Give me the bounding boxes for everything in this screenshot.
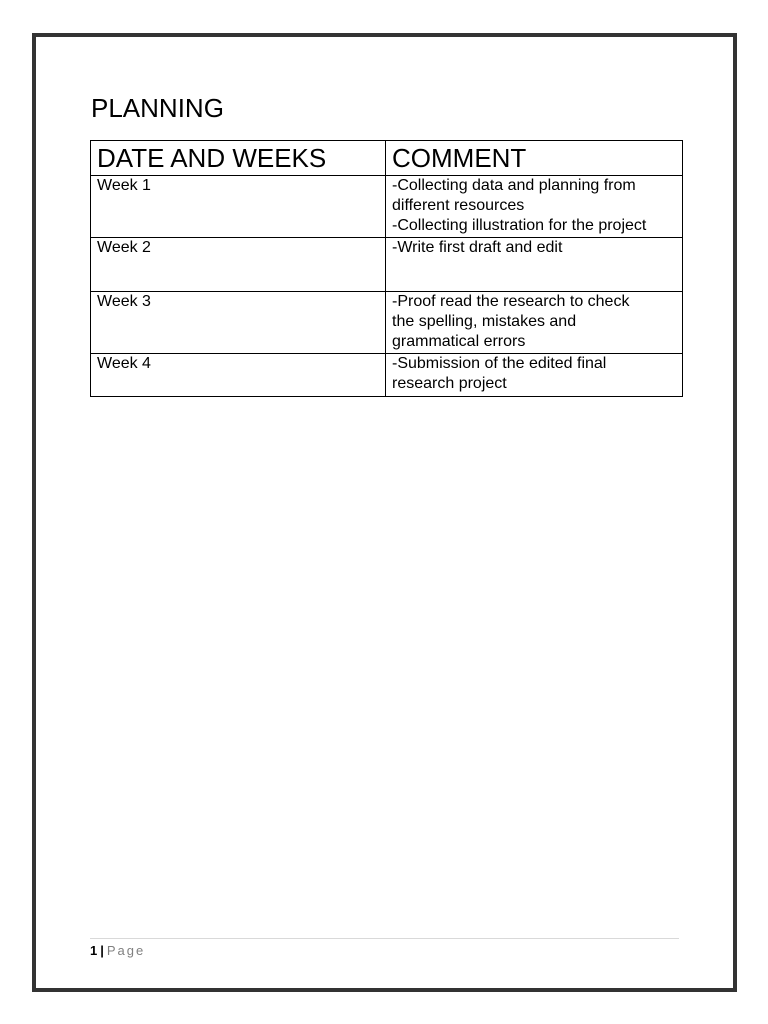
- column-header-date-and-weeks: DATE AND WEEKS: [91, 141, 386, 176]
- page-label: Page: [106, 943, 146, 958]
- comment-line: grammatical errors: [392, 333, 526, 350]
- comment-line: different resources: [392, 197, 525, 214]
- comment-line: -Submission of the edited final: [392, 355, 607, 372]
- week-cell: Week 4: [91, 354, 386, 397]
- week-cell: Week 1: [91, 176, 386, 238]
- table-row: [91, 292, 683, 354]
- comment-line: -Proof read the research to check: [392, 293, 630, 310]
- planning-table: [90, 140, 683, 397]
- footer-separator: |: [100, 943, 104, 958]
- comment-line: -Write first draft and edit: [392, 239, 563, 256]
- comment-line: the spelling, mistakes and: [392, 313, 577, 330]
- week-cell: Week 2: [91, 238, 386, 292]
- page-title: PLANNING: [91, 93, 224, 123]
- column-header-comment: COMMENT: [386, 141, 683, 176]
- comment-cell: [386, 354, 683, 397]
- footer-divider: [90, 938, 679, 939]
- document-page: [32, 33, 737, 992]
- comment-line: research project: [392, 375, 507, 392]
- page-footer: [90, 943, 145, 959]
- comment-line: -Collecting illustration for the project: [392, 217, 647, 234]
- table-row: [91, 354, 683, 397]
- comment-cell: [386, 292, 683, 354]
- comment-line: -Collecting data and planning from: [392, 177, 636, 194]
- table-header-row: [91, 141, 683, 176]
- table-row: [91, 238, 683, 292]
- comment-cell: [386, 176, 683, 238]
- week-cell: Week 3: [91, 292, 386, 354]
- page-number: 1: [90, 943, 98, 958]
- table-row: [91, 176, 683, 238]
- comment-cell: [386, 238, 683, 292]
